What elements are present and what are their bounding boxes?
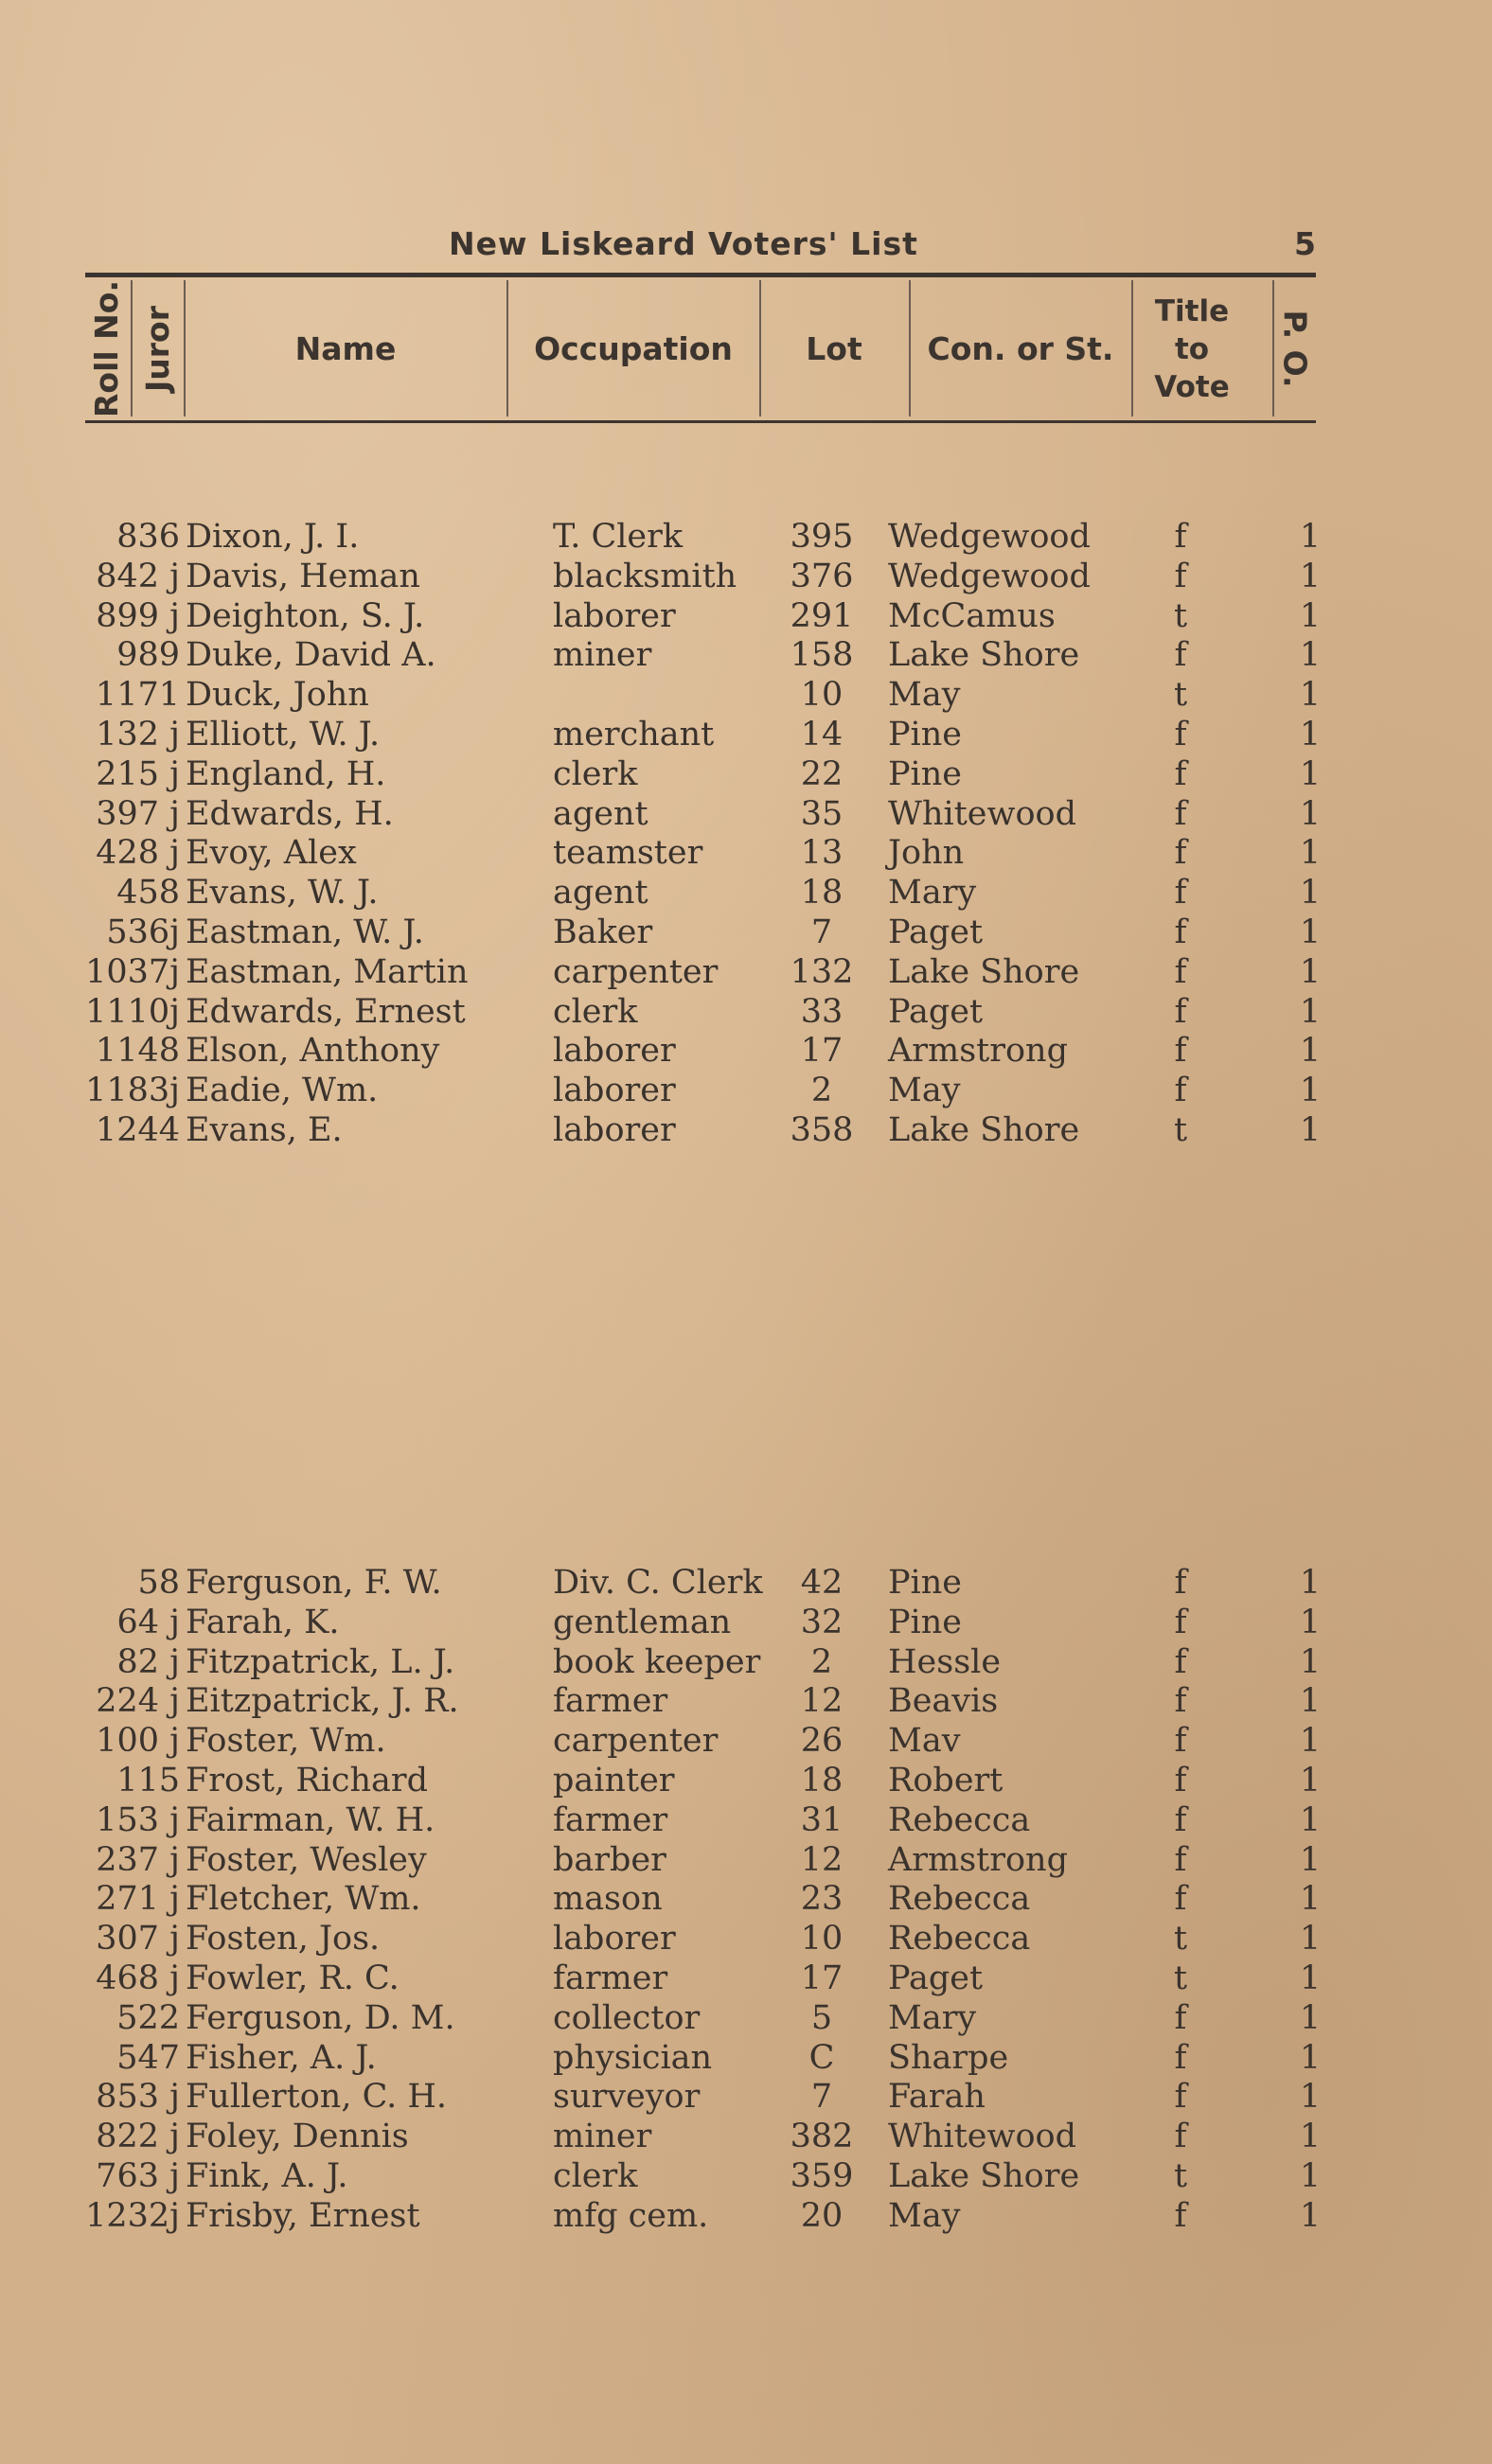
column-header-name: Name bbox=[294, 330, 397, 367]
page-number: 5 bbox=[1294, 225, 1316, 262]
table-row: 1244 Evans, E. laborer 358 Lake Shore t 1 bbox=[95, 1110, 1322, 1149]
table-row: 132 j Elliott, W. J. merchant 14 Pine f 1 bbox=[96, 715, 1322, 753]
table-row: 1183j Eadie, Wm. laborer 2 May f 1 bbox=[85, 1072, 1322, 1110]
table-row: 64 j Farah, K. gentleman 32 Pine f 1 bbox=[116, 1603, 1322, 1641]
table-row: 458 Evans, W. J. agent 18 Mary f 1 bbox=[116, 874, 1322, 913]
table-row: 1148 Elson, Anthony laborer 17 Armstrong f 1 bbox=[95, 1032, 1322, 1071]
voter-section-d-e bbox=[0, 518, 1492, 1151]
table-row: 397 j Edwards, H. agent 35 Whitewood f 1 bbox=[96, 794, 1322, 833]
table-row: 82 j Fitzpatrick, L. J. book keeper 2 Hessle f 1 bbox=[116, 1642, 1322, 1681]
header-rule-bottom bbox=[85, 420, 1316, 423]
table-row: 836 Dixon, J. I. T. Clerk 395 Wedgewood f 1 bbox=[116, 518, 1322, 556]
column-header-title-to-vote: Title to Vote bbox=[1154, 293, 1230, 404]
column-header-con-or-st: Con. or St. bbox=[927, 330, 1114, 367]
table-row: 1232j Frisby, Ernest mfg cem. 20 May f 1 bbox=[85, 2196, 1322, 2235]
table-row: 100 j Foster, Wm. carpenter 26 Mav f 1 bbox=[96, 1722, 1322, 1761]
table-row: 58 Ferguson, F. W. Div. C. Clerk 42 Pine f 1 bbox=[137, 1564, 1322, 1602]
table-row: 842 j Davis, Heman blacksmith 376 Wedgewood f 1 bbox=[96, 557, 1322, 595]
table-row: 899 j Deighton, S. J. laborer 291 McCamus t 1 bbox=[96, 596, 1322, 635]
page-header bbox=[85, 220, 1316, 267]
table-row: 547 Fisher, A. J. physician C Sharpe f 1 bbox=[116, 2038, 1322, 2077]
column-header-lot: Lot bbox=[806, 330, 862, 367]
table-row: 1171 Duck, John 10 May t 1 bbox=[95, 676, 1322, 715]
table-row: 237 j Foster, Wesley barber 12 Armstrong f 1 bbox=[96, 1840, 1322, 1879]
table-row: 468 j Fowler, R. C. farmer 17 Paget t 1 bbox=[96, 1959, 1322, 1997]
page-title: New Liskeard Voters' List bbox=[449, 225, 918, 262]
table-row: 853 j Fullerton, C. H. surveyor 7 Farah f 1 bbox=[96, 2078, 1322, 2117]
column-header-roll-no: Roll No. bbox=[88, 279, 126, 418]
table-row: 536j Eastman, W. J. Baker 7 Paget f 1 bbox=[106, 913, 1322, 951]
table-row: 822 j Foley, Dennis miner 382 Whitewood f 1 bbox=[96, 2118, 1322, 2156]
table-row: 153 j Fairman, W. H. farmer 31 Rebecca f 1 bbox=[96, 1800, 1322, 1839]
table-row: 522 Ferguson, D. M. collector 5 Mary f 1 bbox=[116, 1998, 1322, 2037]
table-row: 271 j Fletcher, Wm. mason 23 Rebecca f 1 bbox=[96, 1880, 1322, 1919]
table-row: 428 j Evoy, Alex teamster 13 John f 1 bbox=[96, 834, 1322, 873]
table-row: 763 j Fink, A. J. clerk 359 Lake Shore t 1 bbox=[96, 2156, 1322, 2195]
table-row: 224 j Eitzpatrick, J. R. farmer 12 Beavis f 1 bbox=[96, 1682, 1322, 1721]
table-row: 307 j Fosten, Jos. laborer 10 Rebecca t 1 bbox=[96, 1920, 1322, 1959]
table-row: 215 j England, H. clerk 22 Pine f 1 bbox=[96, 754, 1322, 793]
table-row: 1110j Edwards, Ernest clerk 33 Paget f 1 bbox=[85, 992, 1322, 1031]
table-row: 989 Duke, David A. miner 158 Lake Shore f 1 bbox=[116, 636, 1322, 675]
table-row: 1037j Eastman, Martin carpenter 132 Lake Shore f 1 bbox=[85, 952, 1322, 991]
column-header-occupation: Occupation bbox=[534, 330, 733, 367]
voter-section-f bbox=[0, 1564, 1492, 2237]
table-row: 115 Frost, Richard painter 18 Robert f 1 bbox=[116, 1761, 1322, 1799]
column-header-po: P. O. bbox=[1276, 310, 1314, 388]
column-header-juror: Juror bbox=[138, 306, 176, 392]
